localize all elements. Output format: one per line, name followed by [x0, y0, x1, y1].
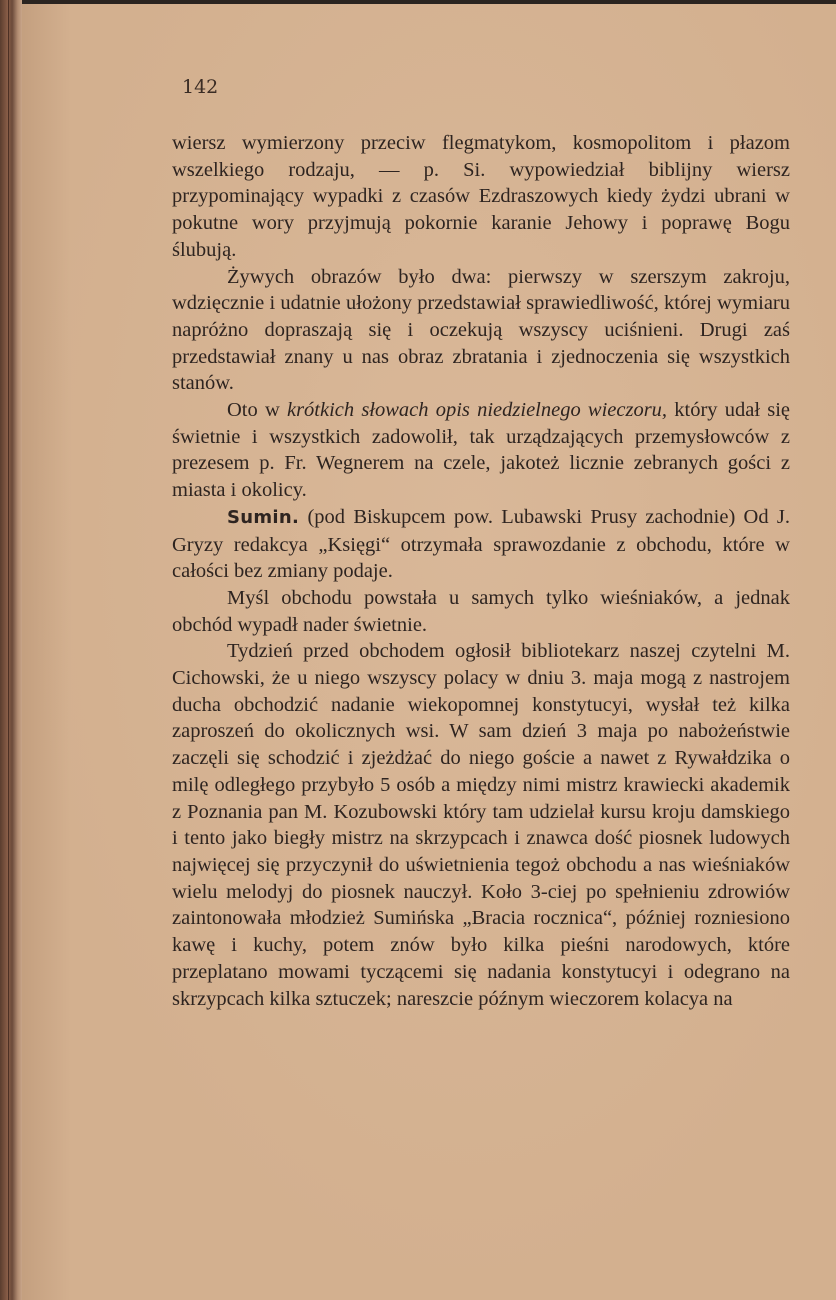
sumin-intro: (pod Biskupcem pow. Lubawski Prusy zachodnie) Od J. Gryzy redakcya „Księgi“ otrzymała sprawozdanie z obchodu, które w całości bez zmiany podaje.: [172, 505, 790, 583]
paragraph-continuation: wiersz wymierzony przeciw flegmatykom, kosmopolitom i płazom wszelkiego rodzaju, — p. Si. wypowiedział biblijny wiersz przypominający wypadki z czasów Ezdraszowych kiedy żydzi ubrani w pokutne wory przyjmują pokornie karanie Jehowy i poprawę Bogu ślubują.: [172, 132, 790, 261]
paragraph-idea: Myśl obchodu powstała u samych tylko wieśniaków, a jednak obchód wypadł nader świetnie.: [172, 586, 790, 636]
spine-fold-line: [8, 0, 9, 1300]
paragraph-summary: [172, 397, 790, 504]
page-text-body: [172, 130, 790, 1012]
page-number: 142: [182, 76, 219, 98]
summary-lead: Oto w: [227, 399, 287, 422]
summary-italic-phrase: krótkich słowach opis niedzielnego wieczoru,: [286, 399, 668, 422]
summary-rest: który udał się świetnie i wszystkich zadowolił, tak urządzających przemysłowców z prezesem p. Fr. Wegnerem na czele, jakoteż licznie zebranych gości z miasta i okolicy.: [172, 399, 791, 502]
paragraph-living-pictures: Żywych obrazów było dwa: pierwszy w szerszym zakroju, wdzięcznie i udatnie ułożony przedstawiał sprawiedliwość, której wymiaru napróżno dopraszają się i oczekują wszyscy uciśnieni. Drugi zaś przedstawiał znany u nas obraz zbratania i zjednoczenia się wszystkich stanów.: [172, 265, 790, 395]
book-spine-edge: [0, 0, 22, 1300]
paragraph-sumin-report: [172, 504, 790, 585]
book-page: [22, 4, 836, 1300]
paragraph-celebration: Tydzień przed obchodem ogłosił bibliotekarz naszej czytelni M. Cichowski, że u niego wszyscy polacy w dniu 3. maja mogą z nastrojem ducha obchodzić nadanie wiekopomnej konstytucyi, wysłał też kilka zaproszeń do okolicznych wsi. W sam dzień 3 maja po nabożeństwie zaczęli się schodzić i zjeżdżać do niego goście a nawet z Rywałdzika o milę odległego przybyło 5 osób a między nimi mistrz krawiecki akademik z Poznania pan M. Kozubowski który tam udzielał kursu kroju damskiego i tento jako biegły mistrz na skrzypcach i znawca dość piosnek ludowych najwięcej się przyczynił do uświetnienia tegoż obchodu a nas wieśniaków wielu melodyj do piosnek nauczył. Koło 3-ciej po spełnieniu zdrowiów zaintonowała młodzież Sumińska „Bracia rocznica“, później rozniesiono kawę i kuchy, potem znów było kilka pieśni narodowych, które przeplatano mowami tyczącemi się nadania konstytucyi i odegrano na skrzypcach kilka sztuczek; nareszcie późnym wieczorem kolacya na: [172, 640, 790, 1010]
place-headword: Sumin.: [227, 506, 300, 528]
